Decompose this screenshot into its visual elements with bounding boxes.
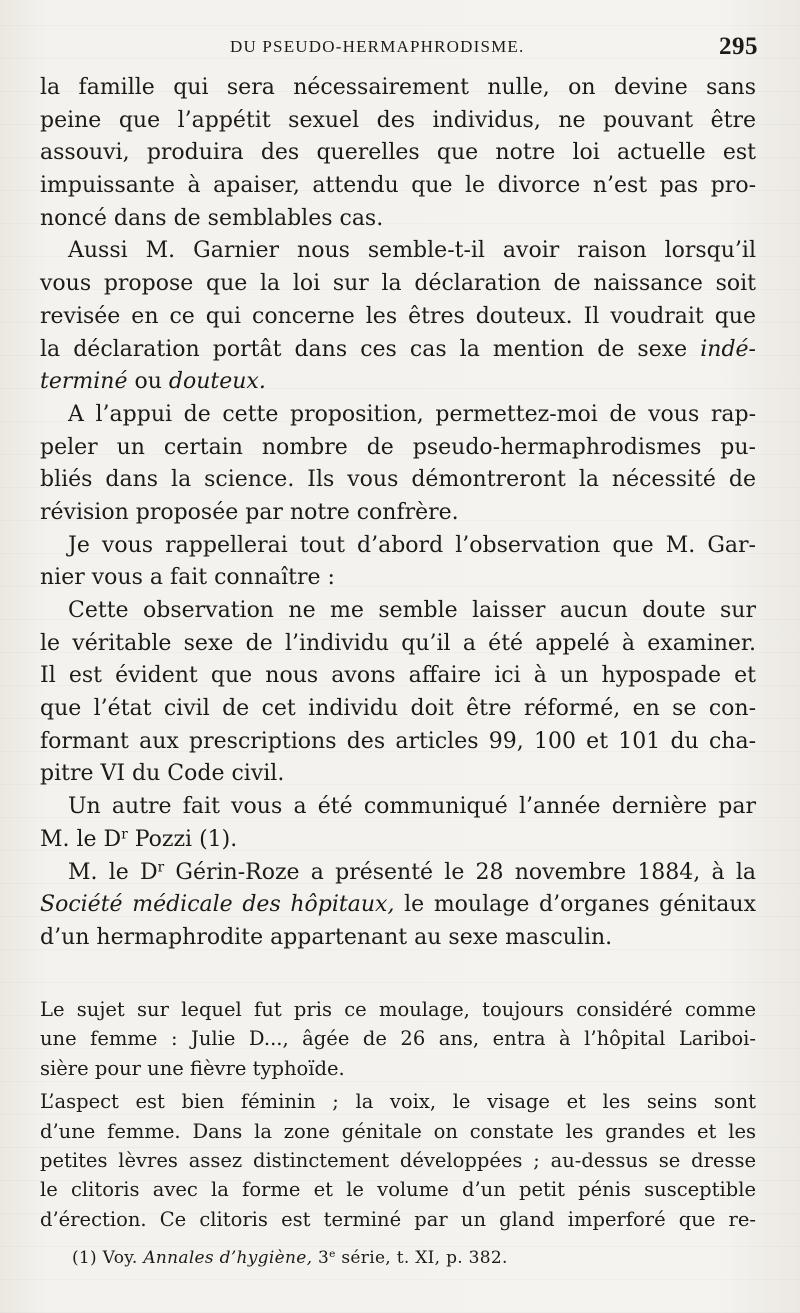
text-line: Il est évident que nous avons affaire ici à un hypospade et: [40, 663, 756, 689]
text-span: ou: [134, 369, 162, 395]
text-line: pitre VI du Code civil.: [40, 761, 285, 787]
text-line: d’un hermaphrodite appartenant au sexe masculin.: [40, 924, 613, 950]
text-line: [40, 366, 756, 399]
text-line: formant aux prescriptions des articles 99, 100 et 101 du cha-: [40, 728, 756, 754]
small-text-line: L’aspect est bien féminin ; la voix, le visage et les seins sont: [40, 1090, 756, 1114]
text-line: [40, 857, 756, 890]
case-report: [40, 995, 756, 1234]
text-line: [40, 334, 756, 367]
text-line: bliés dans la science. Ils vous démontreront la nécessité de: [40, 467, 756, 493]
text-line: le véritable sexe de l’individu qu’il a été appelé à examiner.: [40, 630, 756, 656]
italic-phrase: Société médicale des hôpitaux,: [40, 892, 395, 918]
text-line: nier vous a fait connaître :: [40, 565, 335, 591]
text-line: [40, 824, 756, 857]
text-line: Un autre fait vous a été communiqué l’année dernière par: [68, 794, 756, 820]
italic-word: indé-: [700, 336, 756, 362]
page-number: 295: [719, 33, 758, 60]
text-span: Pozzi (1).: [134, 826, 238, 852]
small-text-line: une femme : Julie D..., âgée de 26 ans, entra à l’hôpital Lariboi-: [40, 1027, 756, 1051]
text-line: Cette observation ne me semble laisser aucun doute sur: [68, 598, 756, 623]
text-span: Gérin-Roze a présenté le 28 novembre 1884, à la: [175, 859, 756, 885]
text-span: le moulage d’organes génitaux: [404, 892, 756, 918]
text-line: révision proposée par notre confrère.: [40, 499, 459, 525]
small-text-line: petites lèvres assez distinctement développées ; au-dessus se dresse: [40, 1148, 756, 1172]
running-head: DU PSEUDO-HERMAPHRODISME.: [230, 37, 525, 56]
main-text: [40, 72, 756, 955]
text-line: que l’état civil de cet individu doit être réformé, en se con-: [40, 696, 756, 722]
superscript: r: [157, 859, 165, 875]
text-line: revisée en ce qui concerne les êtres douteux. Il voudrait que: [40, 303, 756, 329]
text-line: vous propose que la loi sur la déclaration de naissance soit: [40, 271, 756, 297]
footnote-marker: (1) Voy.: [72, 1248, 138, 1268]
italic-word: douteux.: [168, 369, 266, 395]
footnote-rest: série, t. XI, p. 382.: [341, 1248, 508, 1268]
text-line: peine que l’appétit sexuel des individus, ne pouvant être: [40, 107, 756, 133]
small-text-line: sière pour une fièvre typhoïde.: [40, 1056, 345, 1080]
text-line: peler un certain nombre de pseudo-hermaphrodismes pu-: [40, 434, 756, 460]
small-text-line: le clitoris avec la forme et le volume d’un petit pénis susceptible: [40, 1178, 756, 1202]
small-text-line: Le sujet sur lequel fut pris ce moulage, toujours considéré comme: [40, 998, 756, 1021]
text-span: la déclaration portât dans ces cas la mention de sexe: [40, 336, 688, 362]
text-line: noncé dans de semblables cas.: [40, 205, 384, 231]
text-line: la famille qui sera nécessairement nulle, on devine sans: [40, 75, 756, 100]
text-line: A l’appui de cette proposition, permettez-moi de vous rap-: [68, 401, 756, 427]
text-line: Je vous rappellerai tout d’abord l’observation que M. Gar-: [68, 532, 756, 558]
small-text-line: d’érection. Ce clitoris est terminé par un gland imperforé que re-: [40, 1207, 756, 1231]
text-span: M. le D: [40, 826, 122, 852]
small-text-line: d’une femme. Dans la zone génitale on constate les grandes et les: [40, 1119, 756, 1143]
superscript: r: [121, 826, 128, 843]
text-line: [40, 889, 756, 922]
footnote-series: 3: [318, 1248, 330, 1268]
footnote: [72, 1248, 508, 1268]
page-header: [40, 33, 758, 62]
text-line: assouvi, produira des querelles que notre loi actuelle est: [40, 140, 756, 166]
text-line: Aussi M. Garnier nous semble-t-il avoir raison lorsqu’il: [68, 238, 756, 264]
superscript: e: [329, 1248, 336, 1261]
footnote-journal: Annales d’hygiène,: [143, 1248, 313, 1268]
italic-word: terminé: [40, 369, 128, 395]
text-span: M. le D: [68, 859, 158, 885]
text-line: impuissante à apaiser, attendu que le divorce n’est pas pro-: [40, 173, 756, 199]
